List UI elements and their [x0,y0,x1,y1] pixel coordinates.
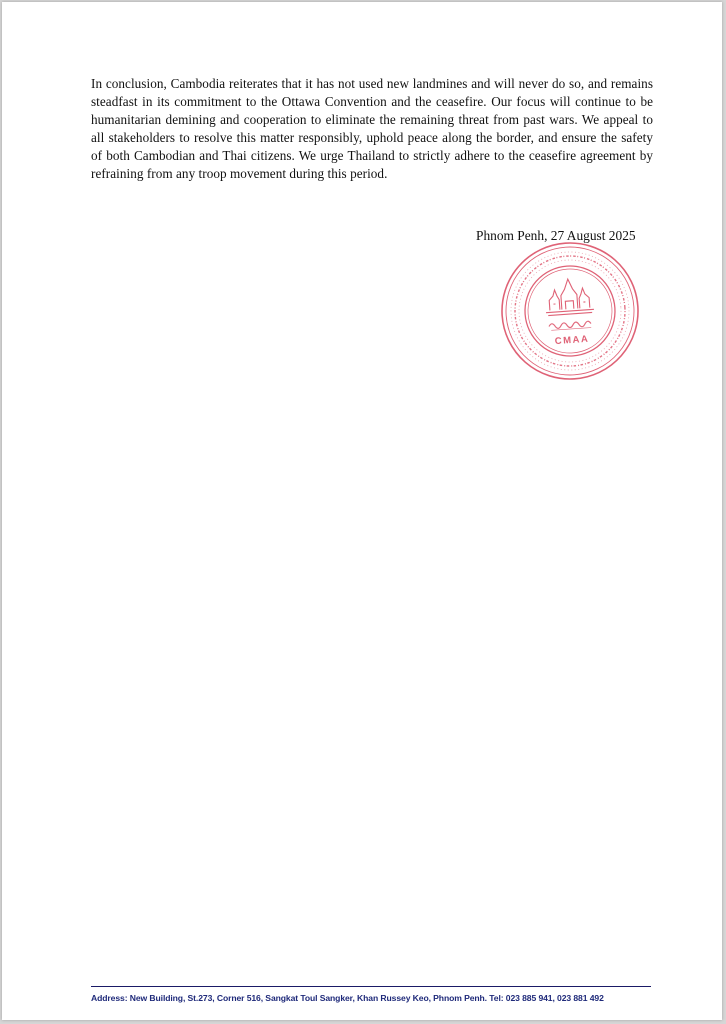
cmaa-seal-stamp [493,234,647,388]
document-page [2,2,722,1020]
footer-divider [91,986,651,987]
svg-text:CMAA: CMAA [554,333,590,348]
footer-address: Address: New Building, St.273, Corner 516, Sangkat Toul Sangker, Khan Russey Keo, Phnom Penh. Tel: 023 885 941, 023 881 492 [91,993,604,1003]
place-and-date: Phnom Penh, 27 August 2025 [476,228,636,243]
conclusion-paragraph: In conclusion, Cambodia reiterates that it has not used new landmines and will never do so, and remains steadfast in its commitment to the Ottawa Convention and the ceasefire. Our focus will continue to be humanitarian demining and cooperation to eliminate the remaining threat from past wars. We appeal to all stakeholders to resolve this matter responsibly, uphold peace along the border, and ensure the safety of both Cambodian and Thai citizens. We urge Thailand to strictly adhere to the ceasefire agreement by refraining from any troop movement during this period. [91,76,653,181]
